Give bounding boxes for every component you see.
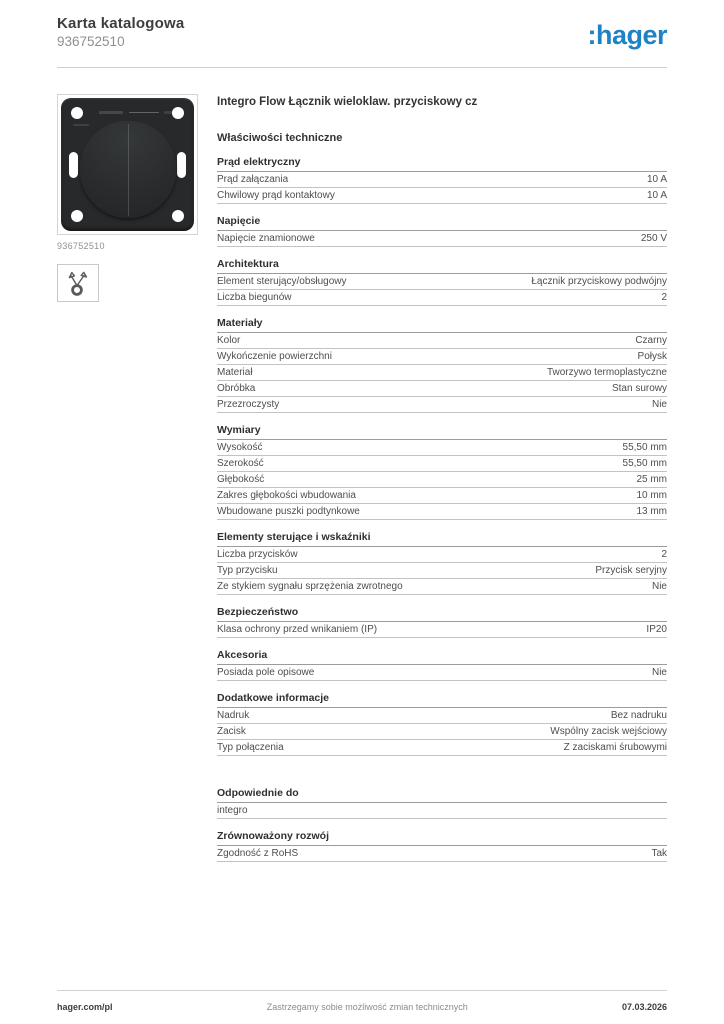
spec-section-title: Akcesoria — [217, 649, 667, 665]
spec-section — [217, 692, 667, 756]
spec-value: Nie — [651, 667, 667, 678]
spec-section-title: Dodatkowe informacje — [217, 692, 667, 708]
hager-logo: :hager — [587, 20, 667, 50]
spec-label: Wykończenie powierzchni — [217, 351, 332, 362]
mounting-hole — [172, 107, 184, 119]
spec-value: 2 — [661, 549, 667, 560]
spec-row — [217, 803, 667, 819]
footer-date: 07.03.2026 — [621, 1002, 667, 1012]
spec-row — [217, 333, 667, 349]
spec-label: Wbudowane puszki podtynkowe — [217, 506, 360, 517]
spec-label: Posiada pole opisowe — [217, 667, 315, 678]
spec-value: Nie — [651, 399, 667, 410]
mounting-hole — [71, 107, 83, 119]
spec-label: Ze stykiem sygnału sprzężenia zwrotnego — [217, 581, 403, 592]
embossed-marking — [129, 112, 159, 113]
spec-value: IP20 — [646, 624, 667, 635]
spec-value: Stan surowy — [611, 383, 667, 394]
spec-label: Przezroczysty — [217, 399, 280, 410]
spec-section — [217, 317, 667, 413]
spec-row — [217, 290, 667, 306]
spec-row — [217, 579, 667, 595]
page-header — [57, 0, 667, 50]
spec-section-title: Wymiary — [217, 424, 667, 440]
spec-row — [217, 846, 667, 862]
spec-row — [217, 472, 667, 488]
spec-label: Obróbka — [217, 383, 256, 394]
header-divider — [57, 67, 667, 68]
spec-value: Nie — [651, 581, 667, 592]
image-caption: 936752510 — [57, 241, 105, 251]
spec-value: Tworzywo termoplastyczne — [546, 367, 667, 378]
spec-section — [217, 424, 667, 520]
rocker-button — [80, 122, 176, 218]
page-footer — [57, 990, 667, 1012]
spec-label: Wysokość — [217, 442, 263, 453]
spec-value: 55,50 mm — [622, 458, 667, 469]
header-product-number: 936752510 — [57, 34, 125, 49]
spec-value: Wspólny zacisk wejściowy — [550, 726, 667, 737]
product-image — [57, 94, 198, 235]
product-title: Integro Flow Łącznik wieloklaw. przyciskowy cz — [217, 96, 478, 108]
spec-section-title: Prąd elektryczny — [217, 156, 667, 172]
spec-label: Zakres głębokości wbudowania — [217, 490, 356, 501]
spec-value: 13 mm — [636, 506, 667, 517]
spec-row — [217, 665, 667, 681]
embossed-marking — [99, 111, 123, 114]
mounting-hole — [71, 210, 83, 222]
spec-label: Szerokość — [217, 458, 264, 469]
spec-column — [217, 94, 667, 862]
spec-label: Element sterujący/obsługowy — [217, 276, 347, 287]
spec-section — [217, 787, 667, 819]
footer-row — [57, 1002, 667, 1012]
spec-section — [217, 531, 667, 595]
header-titles — [57, 14, 184, 50]
spec-value: Łącznik przyciskowy podwójny — [531, 276, 667, 287]
spec-section — [217, 215, 667, 247]
spec-sections — [217, 156, 667, 862]
spec-row — [217, 622, 667, 638]
spec-row — [217, 231, 667, 247]
spec-value: 25 mm — [636, 474, 667, 485]
spec-value: Połysk — [637, 351, 667, 362]
spec-row — [217, 349, 667, 365]
spec-label: Zacisk — [217, 726, 246, 737]
spec-row — [217, 488, 667, 504]
spec-label: Typ połączenia — [217, 742, 284, 753]
spec-section — [217, 830, 667, 862]
spec-row — [217, 740, 667, 756]
spec-section-title: Odpowiednie do — [217, 787, 667, 803]
spec-value: 55,50 mm — [622, 442, 667, 453]
footer-disclaimer: Zastrzegamy sobie możliwość zmian technicznych — [266, 1002, 468, 1012]
content — [57, 94, 667, 862]
spec-row — [217, 504, 667, 520]
mounting-hole — [172, 210, 184, 222]
spec-label: Napięcie znamionowe — [217, 233, 315, 244]
product-media-column — [57, 94, 198, 302]
product-photo-switch-plate — [61, 98, 194, 231]
spec-label: Zgodność z RoHS — [217, 848, 299, 859]
spec-section-title: Elementy sterujące i wskaźniki — [217, 531, 667, 547]
spec-label: Nadruk — [217, 710, 250, 721]
spec-value: 10 A — [646, 174, 667, 185]
spec-row — [217, 563, 667, 579]
spec-row — [217, 381, 667, 397]
spec-row — [217, 456, 667, 472]
properties-heading: Właściwości techniczne — [217, 132, 343, 144]
spec-value: 2 — [661, 292, 667, 303]
spec-row — [217, 440, 667, 456]
spec-row — [217, 397, 667, 413]
spec-value: Czarny — [635, 335, 667, 346]
spec-label: Typ przycisku — [217, 565, 278, 576]
spec-label: Kolor — [217, 335, 241, 346]
spec-value: 10 mm — [636, 490, 667, 501]
spec-section-title: Materiały — [217, 317, 667, 333]
spec-value: 10 A — [646, 190, 667, 201]
spec-label: Głębokość — [217, 474, 265, 485]
embossed-marking — [73, 124, 89, 126]
spec-value: Przycisk seryjny — [595, 565, 667, 576]
spec-section-title: Zrównoważony rozwój — [217, 830, 667, 846]
spec-section-title: Napięcie — [217, 215, 667, 231]
page-title: Karta katalogowa — [57, 15, 185, 32]
spec-section — [217, 606, 667, 638]
spec-label: Materiał — [217, 367, 253, 378]
spec-section-title: Architektura — [217, 258, 667, 274]
spec-row — [217, 172, 667, 188]
spec-section — [217, 649, 667, 681]
spec-section-title: Bezpieczeństwo — [217, 606, 667, 622]
spec-label: Chwilowy prąd kontaktowy — [217, 190, 335, 201]
spec-row — [217, 188, 667, 204]
spec-value: Z zaciskami śrubowymi — [563, 742, 667, 753]
spec-row — [217, 724, 667, 740]
website-link[interactable]: hager.com/pl — [57, 1002, 113, 1012]
footer-divider — [57, 990, 667, 991]
circuit-schematic-icon — [57, 264, 99, 302]
spec-row — [217, 547, 667, 563]
spec-value: Tak — [651, 848, 667, 859]
spec-value: Bez nadruku — [610, 710, 667, 721]
spec-label: Prąd załączania — [217, 174, 289, 185]
spec-section — [217, 156, 667, 204]
spec-label: integro — [217, 805, 248, 816]
claw-notch — [69, 152, 78, 178]
spec-row — [217, 365, 667, 381]
spec-row — [217, 274, 667, 290]
claw-notch — [177, 152, 186, 178]
spec-label: Liczba przycisków — [217, 549, 298, 560]
spec-label: Liczba biegunów — [217, 292, 292, 303]
spec-section — [217, 258, 667, 306]
spec-row — [217, 708, 667, 724]
spec-label: Klasa ochrony przed wnikaniem (IP) — [217, 624, 378, 635]
spec-value: 250 V — [640, 233, 667, 244]
